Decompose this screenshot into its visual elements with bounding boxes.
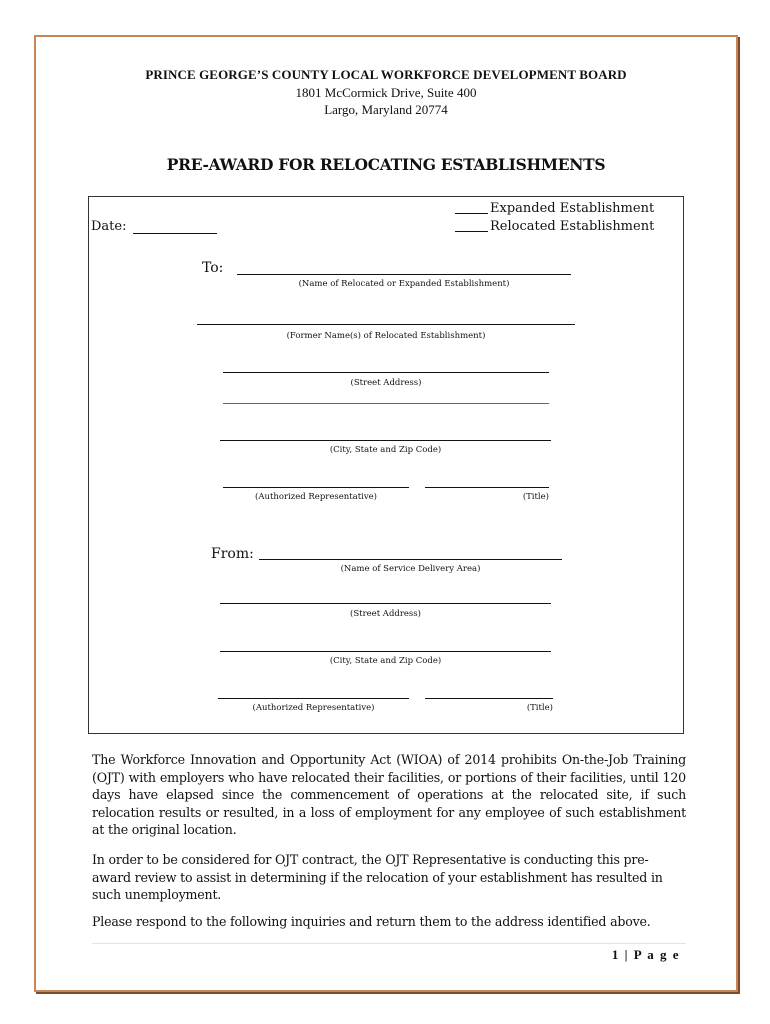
footer-rule <box>92 943 686 944</box>
from-title-caption: (Title) <box>526 703 553 713</box>
body-paragraph-3: Please respond to the following inquiries and return them to the address identified above. <box>92 914 651 929</box>
to-name-caption: (Name of Relocated or Expanded Establishment) <box>298 279 510 289</box>
from-city-field[interactable] <box>220 651 551 652</box>
from-street-caption: (Street Address) <box>350 609 421 619</box>
address-line-1: 1801 McCormick Drive, Suite 400 <box>295 85 477 100</box>
from-name-caption: (Name of Service Delivery Area) <box>340 564 481 574</box>
expanded-checkbox-line[interactable] <box>455 213 488 214</box>
to-street-field-2[interactable] <box>223 403 549 404</box>
to-title-caption: (Title) <box>522 492 549 502</box>
to-street-caption: (Street Address) <box>350 378 422 388</box>
relocated-label: Relocated Establishment <box>490 219 655 234</box>
to-street-field[interactable] <box>223 372 549 373</box>
to-rep-field[interactable] <box>223 487 409 488</box>
from-rep-field[interactable] <box>218 698 409 699</box>
date-label: Date: <box>91 219 127 234</box>
document-page <box>34 35 738 992</box>
date-field[interactable] <box>133 233 217 234</box>
body-paragraph-2: In order to be considered for OJT contract, the OJT Representative is conducting this pre-award review to assist in determining if the relocation of your establishment has resulted in such unemployment. <box>92 852 663 902</box>
relocated-checkbox-line[interactable] <box>455 231 488 232</box>
to-label: To: <box>202 260 224 276</box>
form-box <box>88 196 684 734</box>
document-title: PRE-AWARD FOR RELOCATING ESTABLISHMENTS <box>166 155 606 174</box>
body-paragraph-1: The Workforce Innovation and Opportunity Act (WIOA) of 2014 prohibits On-the-Job Training (OJT) with employers who have relocated their facilities, or portions of their facilities, until 120 days have elapsed since the commencement of operations at the relocated site, if such relocation results or resulted, in a loss of employment for any employee of such establishment at the original location. <box>92 752 686 837</box>
to-name-field[interactable] <box>237 274 571 275</box>
from-label: From: <box>211 546 254 562</box>
expanded-label: Expanded Establishment <box>490 201 655 216</box>
organization-name: PRINCE GEORGE’S COUNTY LOCAL WORKFORCE DEVELOPMENT BOARD <box>145 67 627 82</box>
former-name-field[interactable] <box>197 324 575 325</box>
from-street-field[interactable] <box>220 603 551 604</box>
to-city-field[interactable] <box>220 440 551 441</box>
address-line-2: Largo, Maryland 20774 <box>324 102 448 117</box>
page-number: 1 | P a g e <box>611 947 680 962</box>
to-rep-caption: (Authorized Representative) <box>255 492 377 502</box>
from-name-field[interactable] <box>259 559 562 560</box>
to-city-caption: (City, State and Zip Code) <box>329 445 442 455</box>
former-name-caption: (Former Name(s) of Relocated Establishment) <box>286 331 486 341</box>
from-title-field[interactable] <box>425 698 553 699</box>
from-rep-caption: (Authorized Representative) <box>252 703 375 713</box>
from-city-caption: (City, State and Zip Code) <box>329 656 442 666</box>
to-title-field[interactable] <box>425 487 549 488</box>
